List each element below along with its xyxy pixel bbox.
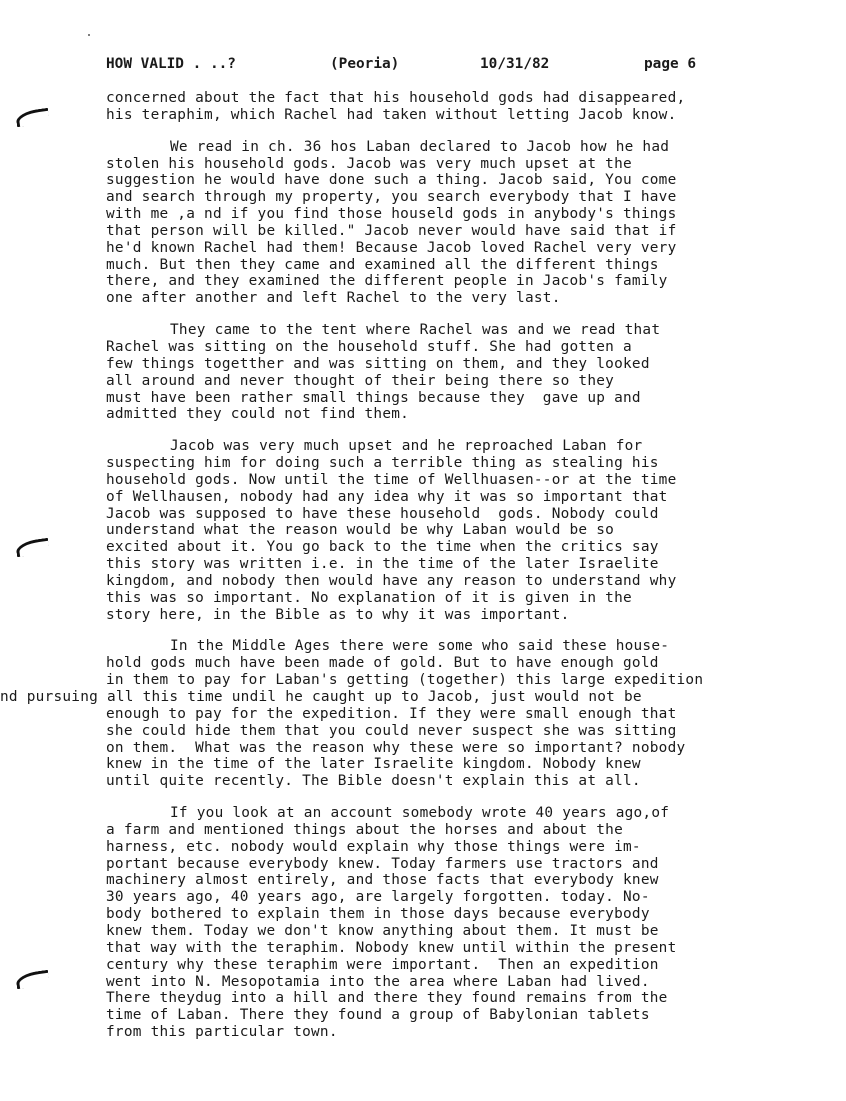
text-line: in them to pay for Laban's getting (together) this large expedition [106,672,704,689]
text-line: that way with the teraphim. Nobody knew until within the present [106,939,677,956]
text-line: household gods. Now until the time of Wellhuasen--or at the time [106,471,677,488]
text-line: time of Laban. There they found a group of Babylonian tablets [106,1007,650,1024]
text-line: with me ,a nd if you find those houseld gods in anybody's things [106,206,677,223]
text-line: she could hide them that you could never suspect she was sitting [106,722,677,739]
paragraph [0,90,846,124]
text-line: there, and they examined the different people in Jacob's family [106,273,668,290]
text-line: There theydug into a hill and there they found remains from the [106,990,668,1007]
text-line: body bothered to explain them in those days because everybody [106,906,650,923]
text-line: If you look at an account somebody wrote 40 years ago,of [170,805,670,822]
paragraph [0,139,846,307]
paragraph [0,322,846,423]
text-line: this story was written i.e. in the time of the later Israelite [106,556,659,573]
text-line: went into N. Mesopotamia into the area where Laban had lived. [106,973,650,990]
text-line: all around and never thought of their being there so they [106,372,615,389]
text-line: of Wellhausen, nobody had any idea why it was so important that [106,488,668,505]
text-line: he'd known Rachel had them! Because Jacob loved Rachel very very [106,239,677,256]
text-line: Jacob was very much upset and he reproached Laban for [170,438,643,455]
header-page-number: page 6 [644,56,696,72]
text-line: from this particular town. [106,1024,338,1041]
text-line: until quite recently. The Bible doesn't explain this at all. [106,773,641,790]
paragraph [0,438,846,623]
text-line: understand what the reason would be why Laban would be so [106,522,615,539]
text-line: Rachel was sitting on the household stuff. She had gotten a [106,338,632,355]
text-line: one after another and left Rachel to the very last. [106,290,561,307]
header-date: 10/31/82 [480,56,550,72]
text-line: They came to the tent where Rachel was and we read that [170,322,661,339]
text-line: stolen his household gods. Jacob was very much upset at the [106,155,632,172]
text-line: 30 years ago, 40 years ago, are largely forgotten. today. No- [106,889,650,906]
text-line: a farm and mentioned things about the horses and about the [106,821,624,838]
text-line: story here, in the Bible as to why it was important. [106,606,570,623]
page-header [106,56,726,76]
text-line: nd pursuing all this time undil he caught up to Jacob, just would not be [0,689,642,705]
paragraph [0,638,846,790]
text-line: century why these teraphim were important. Then an expedition [106,956,659,973]
text-line: We read in ch. 36 hos Laban declared to Jacob how he had [170,138,670,155]
text-line: portant because everybody knew. Today farmers use tractors and [106,855,659,872]
text-line: enough to pay for the expedition. If they were small enough that [106,705,677,722]
text-line: and search through my property, you search everybody that I have [106,189,677,206]
text-line: this was so important. No explanation of it is given in the [106,589,632,606]
header-title: HOW VALID . ..? [106,56,236,72]
stray-mark [88,34,90,36]
text-line: his teraphim, which Rachel had taken without letting Jacob know. [106,106,677,123]
text-line: harness, etc. nobody would explain why those things were im- [106,838,641,855]
header-place: (Peoria) [330,56,400,72]
text-line: admitted they could not find them. [106,406,410,423]
text-line: that person will be killed." Jacob never would have said that if [106,222,677,239]
text-line: In the Middle Ages there were some who said these house- [170,638,670,655]
text-line: must have been rather small things because they gave up and [106,389,641,406]
text-line: knew in the time of the later Israelite kingdom. Nobody knew [106,756,641,773]
text-line: knew them. Today we don't know anything about them. It must be [106,922,659,939]
text-line: Jacob was supposed to have these household gods. Nobody could [106,505,659,522]
text-line: suspecting him for doing such a terrible thing as stealing his [106,455,659,472]
text-line: concerned about the fact that his household gods had disappeared, [106,90,686,106]
text-line: excited about it. You go back to the time when the critics say [106,539,659,556]
text-line: suggestion he would have done such a thing. Jacob said, You come [106,172,677,189]
text-line: few things togetther and was sitting on them, and they looked [106,355,650,372]
text-line: hold gods much have been made of gold. But to have enough gold [106,655,659,672]
text-line: kingdom, and nobody then would have any reason to understand why [106,572,677,589]
text-line: much. But then they came and examined all the different things [106,256,659,273]
text-line: on them. What was the reason why these were so important? nobody [106,739,686,756]
paragraph [0,805,846,1041]
body-text [0,90,846,1056]
text-line: machinery almost entirely, and those facts that everybody knew [106,872,659,889]
